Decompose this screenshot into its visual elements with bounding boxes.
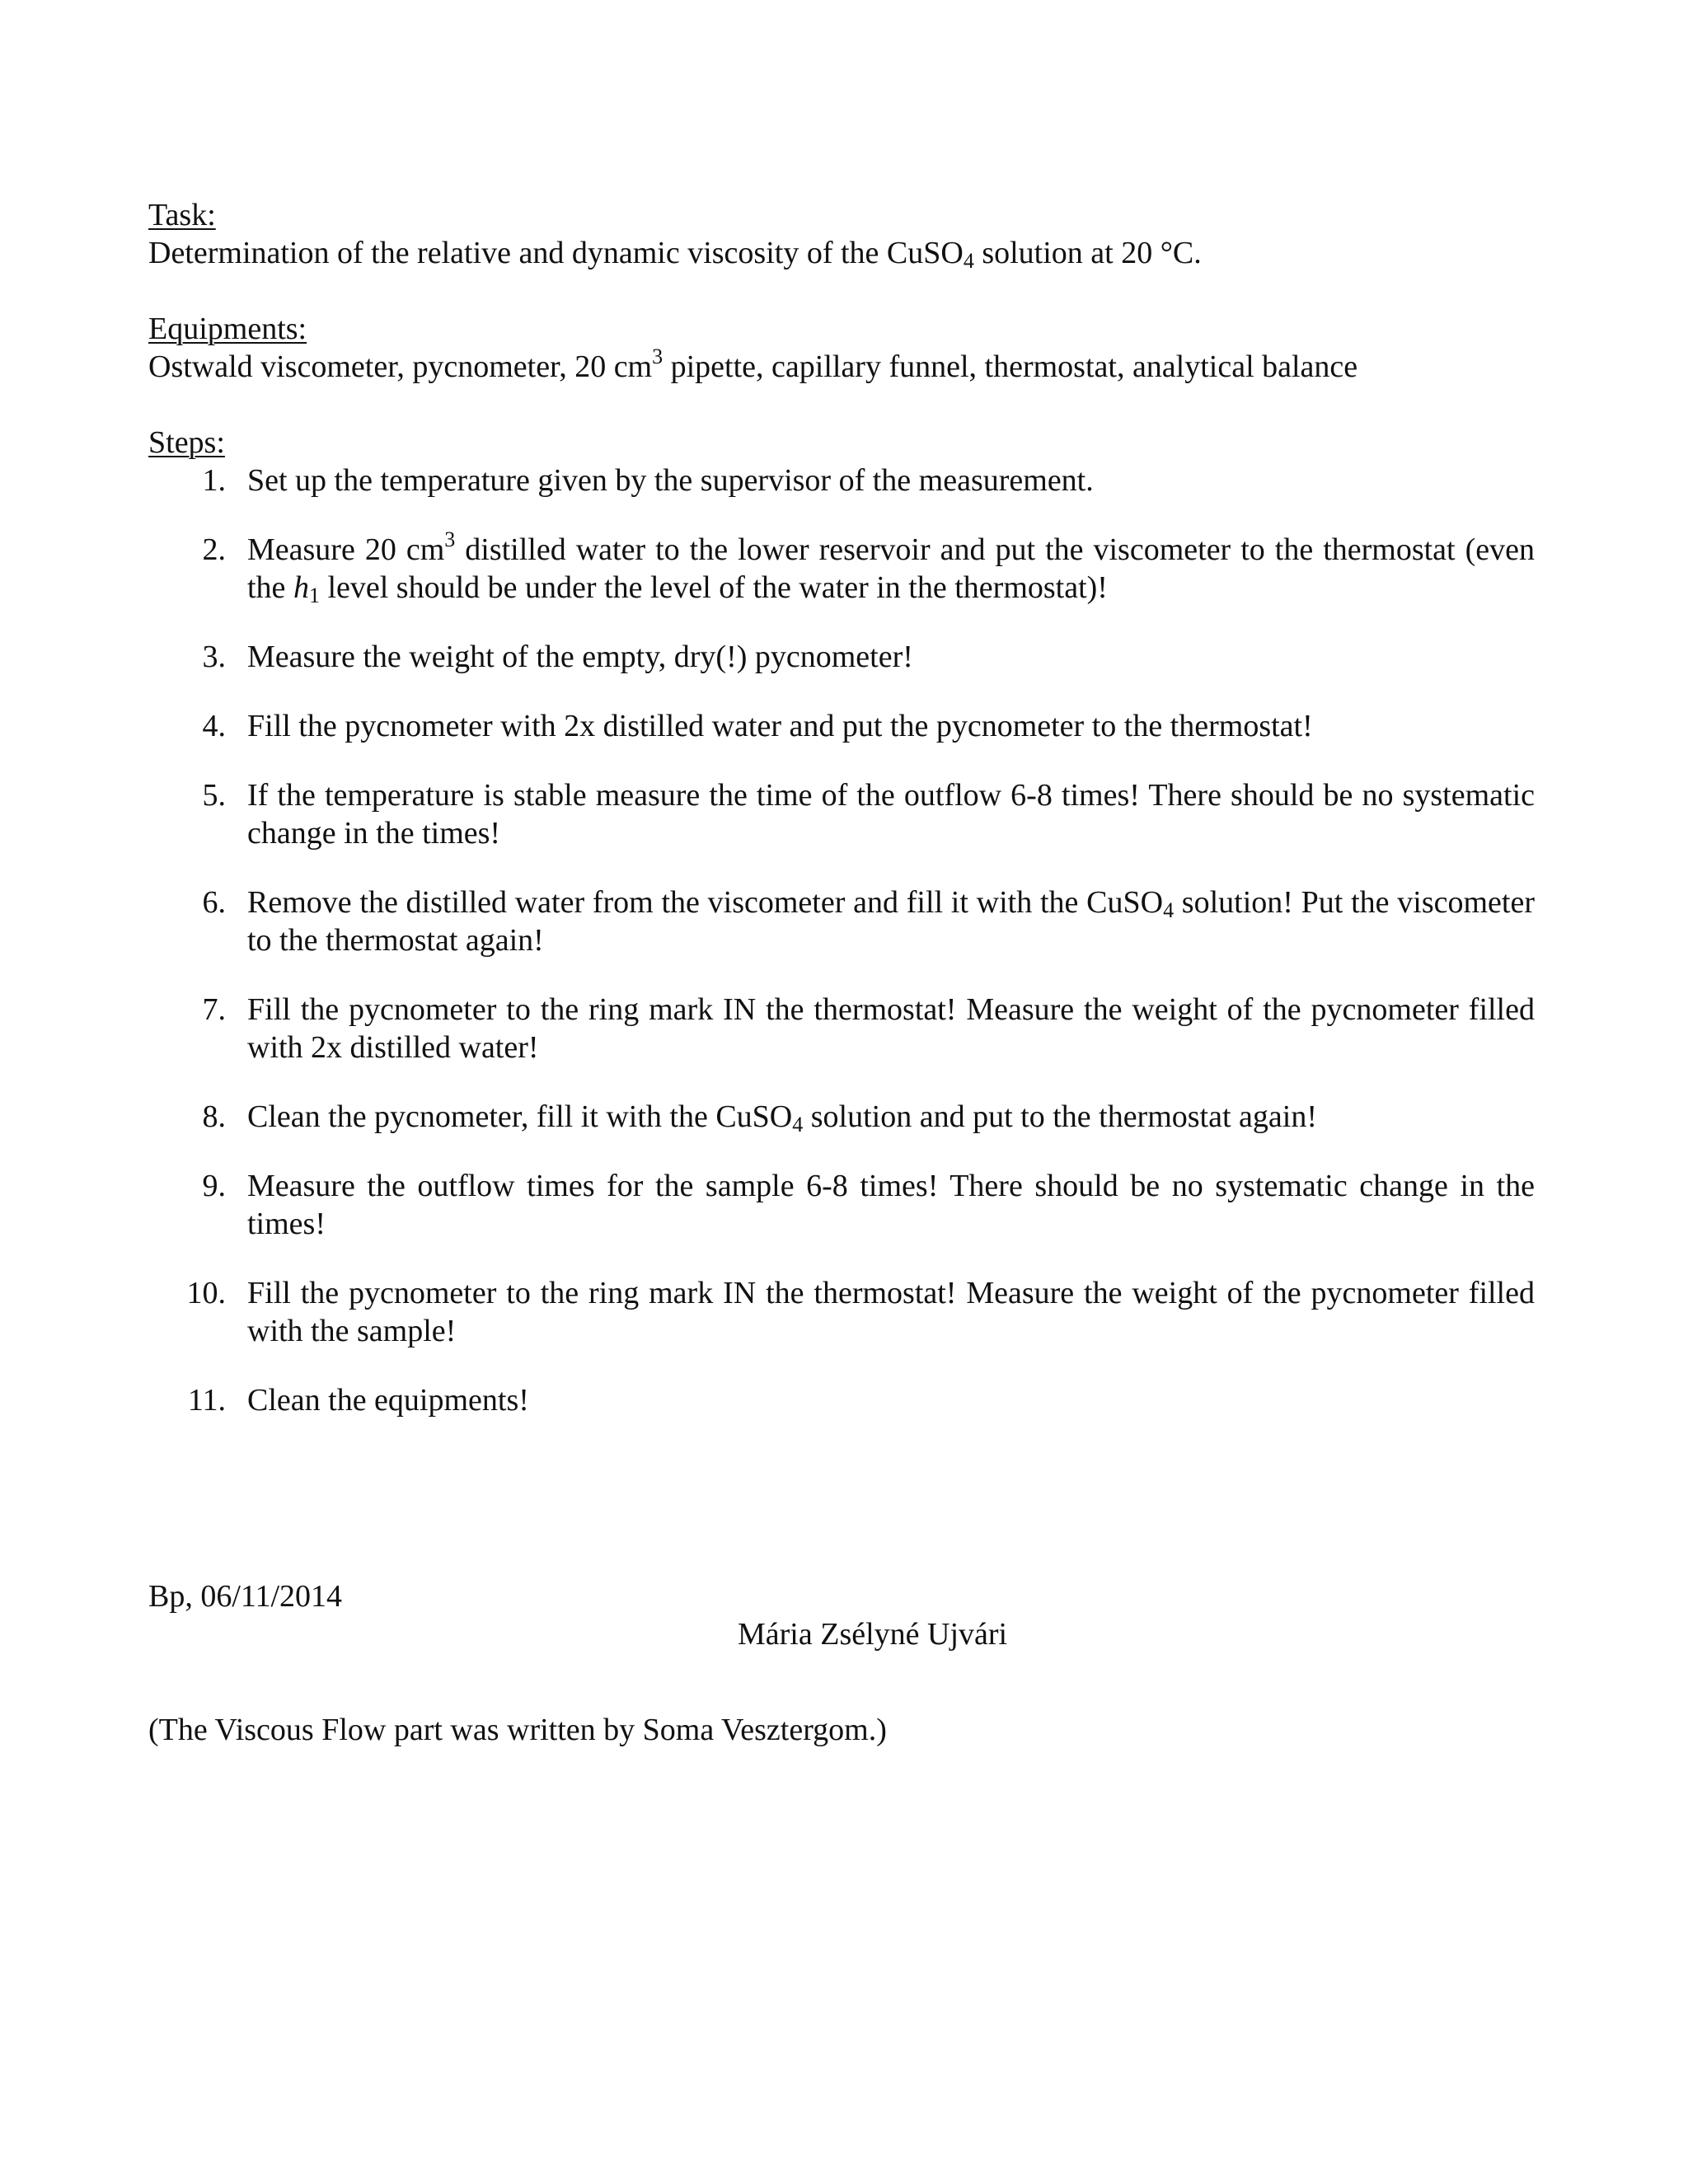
document-body [148, 196, 1535, 1451]
step-item: 8. Clean the pycnometer, fill it with the CuSO$_4$ solution and put to the thermostat again! [148, 1098, 1535, 1136]
task-section [148, 196, 1535, 272]
steps-heading: Steps: [148, 425, 225, 460]
equipments-section [148, 310, 1535, 386]
task-heading: Task: [148, 198, 216, 232]
step-item: 1. Set up the temperature given by the supervisor of the measurement. [148, 462, 1535, 499]
step-number: 9. [202, 1169, 226, 1203]
step-item: 6. Remove the distilled water from the viscometer and fill it with the CuSO$_4$ solution! Put the viscometer to the thermostat again! [148, 883, 1535, 959]
step-item: 7. Fill the pycnometer to the ring mark IN the thermostat! Measure the weight of the pycnometer filled with 2x distilled water! [148, 991, 1535, 1066]
italic-symbol: h [293, 570, 309, 605]
step-number: 3. [202, 640, 226, 674]
equipments-text: Ostwald viscometer, pycnometer, 20 $cm^3$ pipette, capillary funnel, thermostat, analytical balance [148, 344, 1358, 384]
step-item: 5. If the temperature is stable measure the time of the outflow 6-8 times! There should be no systematic change in the times! [148, 776, 1535, 852]
step-number: 10. [186, 1276, 226, 1310]
subscript: 4 [963, 249, 974, 273]
subscript: 4 [1163, 898, 1175, 922]
step-number: 4. [202, 709, 226, 743]
subscript: 1 [308, 583, 320, 607]
task-text: Determination of the relative and dynamic viscosity of the CuSO$_4$ solution at 20 °C. [148, 236, 1202, 273]
step-item: 4. Fill the pycnometer with 2x distilled water and put the pycnometer to the thermostat! [148, 707, 1535, 745]
equipments-heading: Equipments: [148, 312, 307, 346]
step-item: 11. Clean the equipments! [148, 1381, 1535, 1419]
step-number: 5. [202, 778, 226, 813]
step-item: 2. Measure 20 $cm^3$ distilled water to the lower reservoir and put the viscometer to the thermostat (even the $h_1$ level should be under the level of the water in the thermostat)! [148, 531, 1535, 607]
step-number: 7. [202, 992, 226, 1027]
document-author: Mária Zsélyné Ujvári [738, 1617, 1008, 1652]
document-date: Bp, 06/11/2014 [148, 1579, 343, 1614]
step-item: 9. Measure the outflow times for the sample 6-8 times! There should be no systematic change in the times! [148, 1167, 1535, 1243]
step-item: 10. Fill the pycnometer to the ring mark IN the thermostat! Measure the weight of the pycnometer filled with the sample! [148, 1274, 1535, 1350]
steps-list [148, 462, 1535, 1419]
step-number: 11. [187, 1383, 226, 1418]
step-number: 2. [202, 532, 226, 567]
step-item: 3. Measure the weight of the empty, dry(!) pycnometer! [148, 638, 1535, 676]
step-number: 6. [202, 885, 226, 920]
steps-section [148, 424, 1535, 1419]
subscript: 4 [792, 1113, 804, 1137]
superscript: 3 [444, 527, 456, 551]
authorship-note: (The Viscous Flow part was written by Soma Vesztergom.) [148, 1713, 887, 1747]
step-number: 8. [202, 1099, 226, 1134]
step-number: 1. [202, 463, 226, 498]
superscript: 3 [652, 344, 663, 368]
